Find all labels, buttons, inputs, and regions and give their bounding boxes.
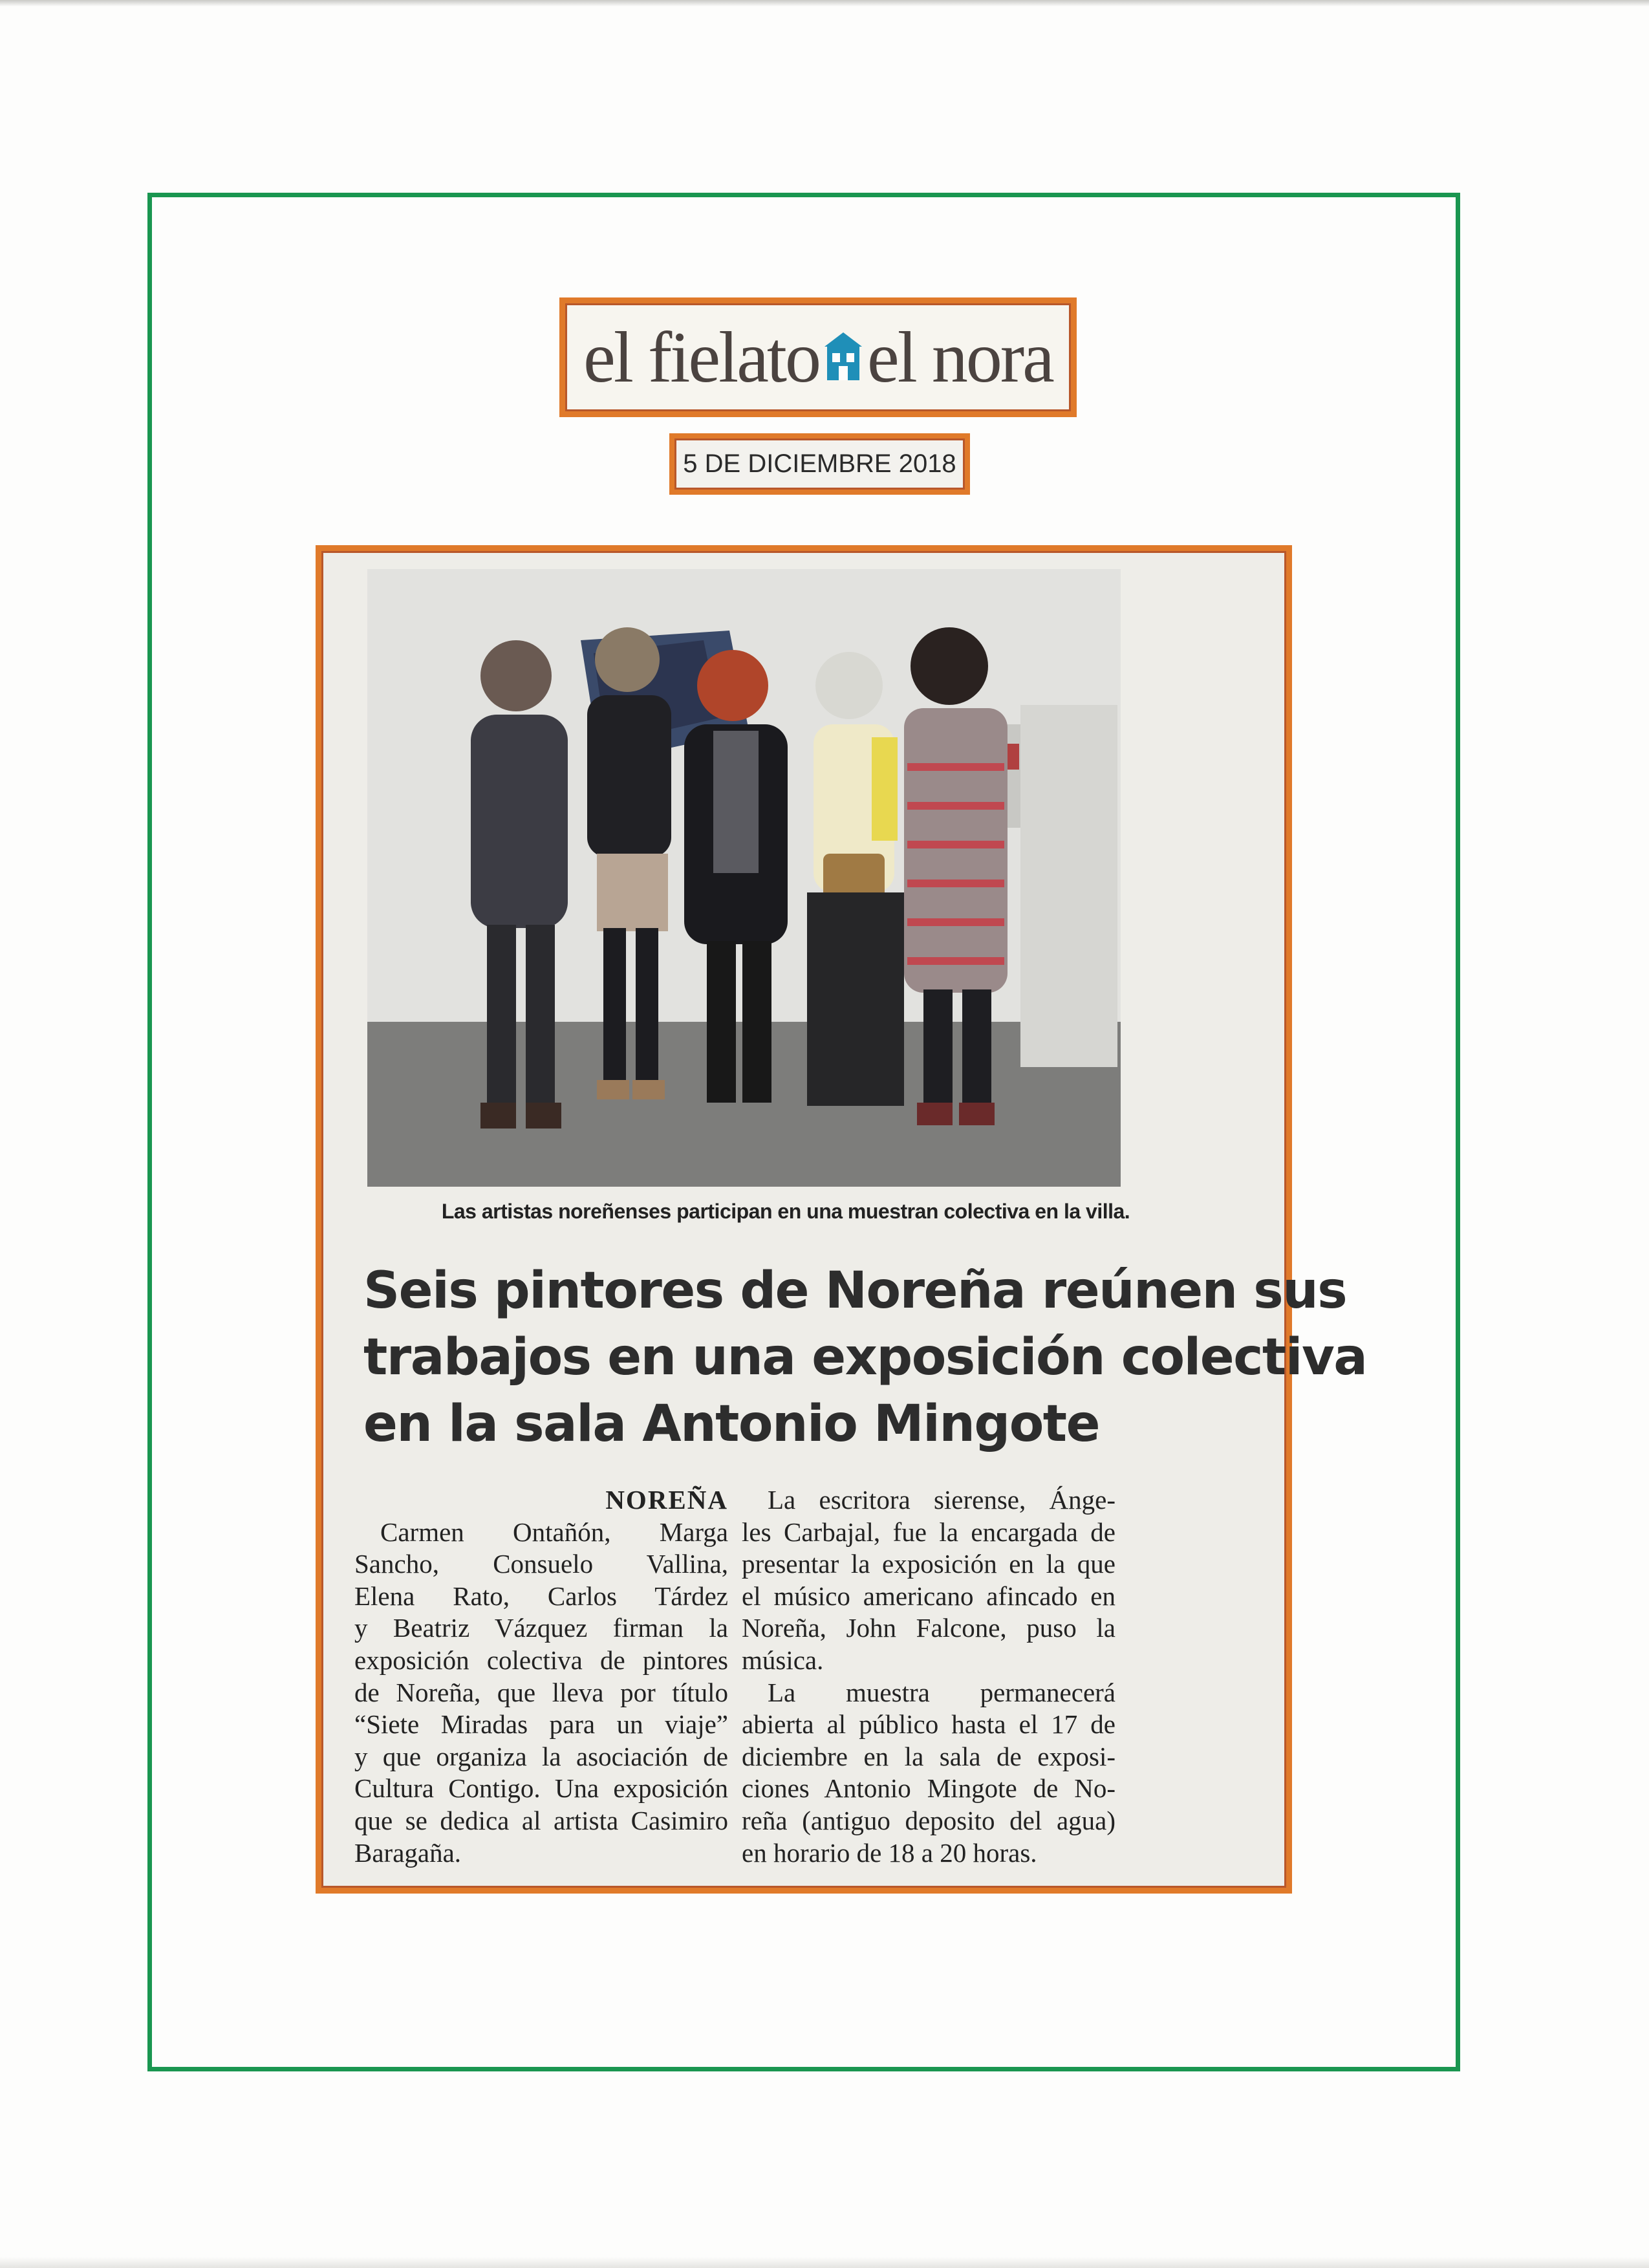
body-line: diciembre en la sala de exposi- bbox=[742, 1741, 1116, 1771]
masthead-left-word: el fielato bbox=[583, 317, 820, 398]
headline-line: trabajos en una exposición colectiva bbox=[363, 1328, 1367, 1387]
newspaper-logo bbox=[583, 317, 1053, 398]
article-column-right bbox=[742, 1484, 1116, 1869]
masthead-clipping bbox=[559, 297, 1077, 417]
masthead-right-word: el nora bbox=[867, 317, 1053, 398]
body-line: Baragaña. bbox=[354, 1837, 462, 1868]
headline-line: en la sala Antonio Mingote bbox=[363, 1395, 1099, 1453]
body-line: que se dedica al artista Casimiro bbox=[354, 1805, 728, 1835]
group-photo-image bbox=[367, 569, 1121, 1187]
headline-line: Seis pintores de Noreña reúnen sus bbox=[363, 1262, 1347, 1320]
body-line: La muestra permanecerá bbox=[768, 1677, 1116, 1707]
body-line: Sancho, Consuelo Vallina, bbox=[354, 1549, 728, 1579]
body-line: y Beatriz Vázquez firman la bbox=[354, 1613, 728, 1643]
article-headline bbox=[363, 1258, 1367, 1458]
body-line: Noreña, John Falcone, puso la bbox=[742, 1613, 1116, 1643]
body-line: música. bbox=[742, 1645, 824, 1675]
house-icon bbox=[823, 321, 863, 394]
publication-date: 5 DE DICIEMBRE 2018 bbox=[683, 449, 956, 478]
body-line: en horario de 18 a 20 horas. bbox=[742, 1837, 1037, 1868]
body-line: y que organiza la asociación de bbox=[354, 1741, 728, 1771]
photo-caption: Las artistas noreñenses participan en una muestran colectiva en la villa. bbox=[441, 1200, 1130, 1223]
body-line: reña (antiguo deposito del agua) bbox=[742, 1805, 1116, 1835]
body-line: presentar la exposición en la que bbox=[742, 1549, 1116, 1579]
scan-edge-top bbox=[0, 0, 1649, 6]
body-line: Elena Rato, Carlos Tárdez bbox=[354, 1581, 728, 1611]
body-line: de Noreña, que lleva por título bbox=[354, 1677, 728, 1707]
body-line: Carmen Ontañón, Marga bbox=[380, 1517, 728, 1547]
article-column-left bbox=[354, 1484, 728, 1869]
body-line: exposición colectiva de pintores bbox=[354, 1645, 728, 1675]
body-line: Cultura Contigo. Una exposición bbox=[354, 1773, 728, 1804]
scan-edge-bottom bbox=[0, 2257, 1649, 2268]
date-clipping bbox=[669, 433, 970, 495]
body-line: abierta al público hasta el 17 de bbox=[742, 1709, 1116, 1740]
dateline: NOREÑA bbox=[605, 1485, 728, 1515]
body-line: La escritora sierense, Ánge- bbox=[768, 1485, 1116, 1515]
body-line: “Siete Miradas para un viaje” bbox=[354, 1709, 728, 1740]
body-line: les Carbajal, fue la encargada de bbox=[742, 1517, 1116, 1547]
body-line: ciones Antonio Mingote de No- bbox=[742, 1773, 1116, 1804]
body-line: el músico americano afincado en bbox=[742, 1581, 1116, 1611]
